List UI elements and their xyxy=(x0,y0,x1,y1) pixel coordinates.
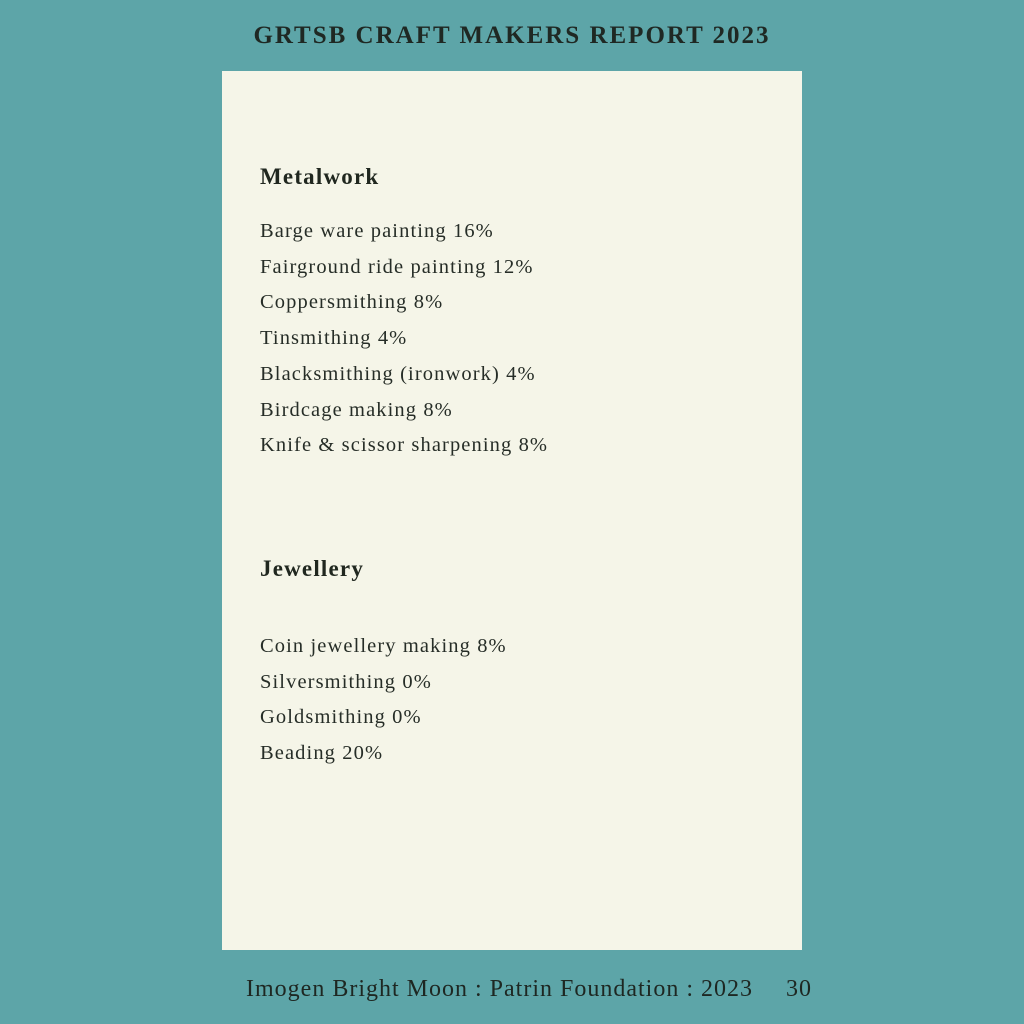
stat-list-jewellery xyxy=(260,629,772,772)
stat-item: Knife & scissor sharpening 8% xyxy=(260,434,549,457)
section-heading-metalwork: Metalwork xyxy=(260,164,380,189)
stat-item: Coin jewellery making 8% xyxy=(260,634,507,657)
card-content xyxy=(222,71,802,772)
stat-item: Blacksmithing (ironwork) 4% xyxy=(260,362,536,385)
footer-credit: Imogen Bright Moon : Patrin Foundation : 2023 xyxy=(246,976,753,1002)
stat-item: Beading 20% xyxy=(260,742,384,765)
page-title: GRTSB CRAFT MAKERS REPORT 2023 xyxy=(253,22,771,49)
stat-item: Fairground ride painting 12% xyxy=(260,255,534,278)
stat-item: Barge ware painting 16% xyxy=(260,220,494,242)
stat-item: Silversmithing 0% xyxy=(260,670,432,693)
section-jewellery xyxy=(260,557,772,772)
section-metalwork xyxy=(260,165,772,464)
content-card xyxy=(222,71,802,950)
page-number: 30 xyxy=(786,976,812,1002)
stat-item: Birdcage making 8% xyxy=(260,398,453,421)
section-heading-jewellery: Jewellery xyxy=(260,555,365,581)
stat-item: Coppersmithing 8% xyxy=(260,291,444,314)
stat-item: Goldsmithing 0% xyxy=(260,706,422,729)
stat-list-metalwork xyxy=(260,214,772,464)
footer xyxy=(17,976,1024,1003)
stat-item: Tinsmithing 4% xyxy=(260,327,408,350)
